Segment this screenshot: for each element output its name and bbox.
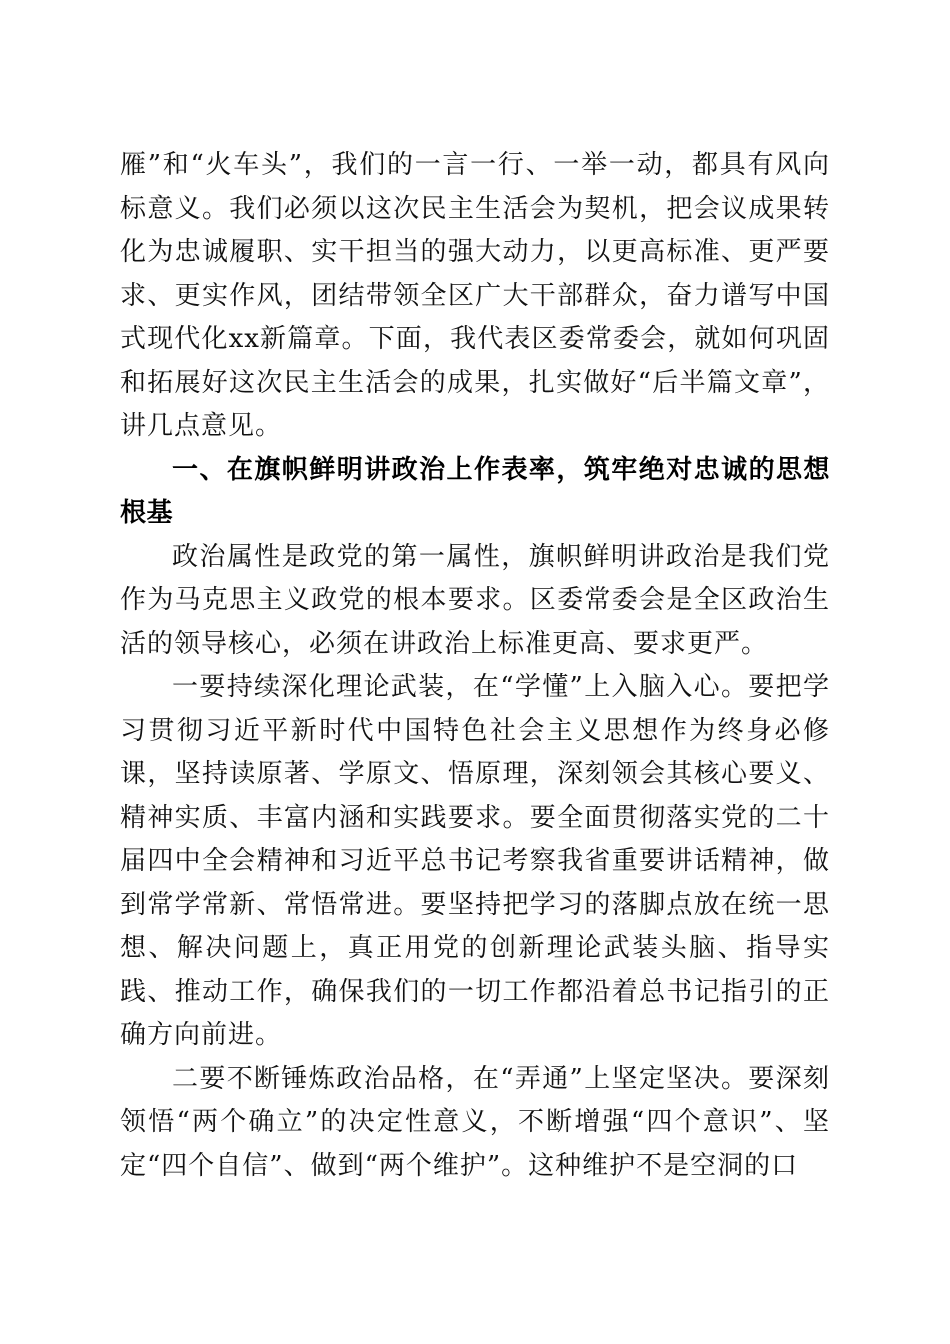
paragraph: 一要持续深化理论武装，在“学懂”上入脑入心。要把学习贯彻习近平新时代中国特色社会主义思想作为终身必修课，坚持读原著、学原文、悟原理，深刻领会其核心要义、精神实质、丰富内涵和实践要求。要全面贯彻落实党的二十届四中全会精神和习近平总书记考察我省重要讲话精神，做到常学常新、常悟常进。要坚持把学习的落脚点放在统一思想、解决问题上，真正用党的创新理论武装头脑、指导实践、推动工作，确保我们的一切工作都沿着总书记指引的正确方向前进。 bbox=[120, 672, 830, 1050]
paragraph: 二要不断锤炼政治品格，在“弄通”上坚定坚决。要深刻领悟“两个确立”的决定性意义，不断增强“四个意识”、坚定“四个自信”、做到“两个维护”。这种维护不是空洞的口 bbox=[120, 1063, 830, 1181]
paragraph: 政治属性是政党的第一属性，旗帜鲜明讲政治是我们党作为马克思主义政党的根本要求。区委常委会是全区政治生活的领导核心，必须在讲政治上标准更高、要求更严。 bbox=[120, 541, 830, 659]
document-body bbox=[120, 144, 830, 1188]
paragraph-continuation: 雁”和“火车头”，我们的一言一行、一举一动，都具有风向标意义。我们必须以这次民主生活会为契机，把会议成果转化为忠诚履职、实干担当的强大动力，以更高标准、更严要求、更实作风，团结带领全区广大干部群众，奋力谱写中国式现代化xx新篇章。下面，我代表区委常委会，就如何巩固和拓展好这次民主生活会的成果，扎实做好“后半篇文章”，讲几点意见。 bbox=[120, 150, 830, 441]
section-heading: 一、在旗帜鲜明讲政治上作表率，筑牢绝对忠诚的思想根基 bbox=[120, 454, 830, 528]
